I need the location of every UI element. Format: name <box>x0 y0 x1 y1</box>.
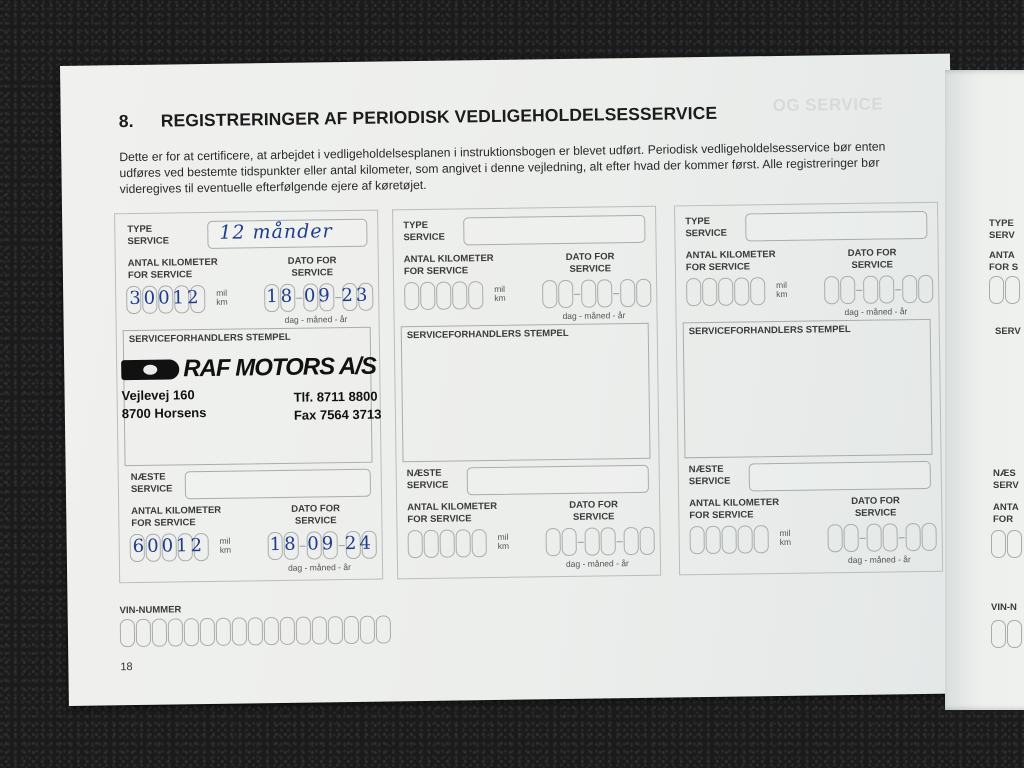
next-km-label: ANTAL KILOMETER FOR SERVICE <box>689 497 780 522</box>
next-mil-km-label: mil km <box>497 531 510 551</box>
next-date-cells[interactable] <box>827 523 936 553</box>
next-service-field[interactable] <box>467 465 649 496</box>
next-date-label: DATO FOR SERVICE <box>291 503 341 527</box>
mil-km-label: mil km <box>776 279 788 300</box>
next-date-format-label: dag - måned - år <box>847 554 911 566</box>
type-service-field[interactable] <box>463 215 645 246</box>
date-service-label: DATO FOR SERVICE <box>847 247 897 271</box>
next-date-format-label: dag - måned - år <box>565 558 629 569</box>
stamp-address2: 8700 Horsens <box>121 404 207 422</box>
date-value: 18 09 23 <box>266 284 371 308</box>
next-service-label: NÆSTE SERVICE <box>130 471 173 496</box>
section-number: 8. <box>118 110 134 132</box>
stamp-phone: Tlf. 8711 8800 <box>293 388 378 405</box>
bleed-through-text: OG SERVICE <box>772 94 884 116</box>
km-cells[interactable] <box>686 277 765 306</box>
dealer-stamp-box <box>683 319 933 458</box>
next-date-label: DATO FOR SERVICE <box>569 499 618 523</box>
date-format-label: dag - måned - år <box>562 310 626 322</box>
right-antal2-label: ANTA FOR <box>993 502 1019 525</box>
dealer-stamp-box <box>401 323 651 462</box>
km-service-label: ANTAL KILOMETER FOR SERVICE <box>127 256 218 282</box>
next-km-label: ANTAL KILOMETER FOR SERVICE <box>407 500 498 526</box>
next-mil-km-label: mil km <box>219 535 232 555</box>
type-service-field[interactable] <box>745 211 927 242</box>
dealer-stamp-label: SERVICEFORHANDLERS STEMPEL <box>688 323 851 338</box>
km-value: 30012 <box>129 287 202 310</box>
next-km-cells[interactable] <box>408 529 487 558</box>
page-title <box>119 103 718 132</box>
right-vin-label: VIN-N <box>991 602 1017 613</box>
next-date-value: 18 09 24 <box>269 532 374 556</box>
right-stamp-label: SERV <box>995 326 1021 337</box>
next-date-label: DATO FOR SERVICE <box>851 495 900 519</box>
mil-km-label: mil km <box>216 287 228 307</box>
next-date-format-label: dag - måned - år <box>287 561 351 573</box>
next-km-label: ANTAL KILOMETER FOR SERVICE <box>131 504 222 530</box>
right-vin-cells[interactable] <box>991 620 1022 648</box>
type-service-value: 12 månder <box>219 220 333 244</box>
stamp-logo-icon <box>121 359 179 380</box>
right-type-service-label: TYPE SERV <box>989 218 1015 241</box>
dealer-stamp-label: SERVICEFORHANDLERS STEMPEL <box>128 331 291 346</box>
date-cells[interactable] <box>824 275 933 305</box>
next-service-label: NÆSTE SERVICE <box>406 467 449 492</box>
date-service-label: DATO FOR SERVICE <box>565 251 615 275</box>
stamp-company: RAF MOTORS A/S <box>183 352 377 383</box>
km-cells[interactable] <box>404 281 483 310</box>
service-card-2 <box>392 206 661 580</box>
stamp-logo <box>121 352 421 384</box>
stamp-fax: Fax 7564 3713 <box>293 406 382 423</box>
date-service-label: DATO FOR SERVICE <box>287 255 337 279</box>
date-cells[interactable] <box>542 279 651 309</box>
right-naeste-label: NÆS SERV <box>993 468 1019 491</box>
booklet-right-page <box>945 70 1024 710</box>
vin-label: VIN-NUMMER <box>119 604 182 617</box>
section-title: REGISTRERINGER AF PERIODISK VEDLIGEHOLDELSESSERVICE <box>160 102 718 131</box>
vin-cells[interactable] <box>120 615 391 647</box>
booklet-left-page <box>60 54 959 706</box>
right-antal-label: ANTA FOR S <box>989 250 1019 273</box>
km-service-label: ANTAL KILOMETER FOR SERVICE <box>685 249 776 274</box>
date-format-label: dag - måned - år <box>844 306 908 318</box>
type-service-label: TYPE SERVICE <box>685 215 728 240</box>
next-service-label: NÆSTE SERVICE <box>688 463 731 488</box>
dealer-stamp <box>121 352 422 436</box>
mil-km-label: mil km <box>494 283 506 303</box>
dealer-stamp-label: SERVICEFORHANDLERS STEMPEL <box>406 327 569 342</box>
next-km-value: 60012 <box>132 535 206 558</box>
date-format-label: dag - måned - år <box>284 314 348 325</box>
right-next-km-cells[interactable] <box>991 530 1022 558</box>
service-card-3 <box>674 202 943 576</box>
right-km-cells[interactable] <box>989 276 1020 304</box>
intro-paragraph: Dette er for at certificere, at arbejdet i vedligeholdelsesplanen i instruktionsbogen er blevet udført. Periodisk vedligeholdelsesservice bør enten udføres ved bestemte tidspunkter eller antal kilometer, som angivet i denne vejledning, alt efter hvad der kommer først. Alle registreringer bør videregives til eventuelle efterfølgende ejere af køretøjet. <box>119 139 886 197</box>
page-number: 18 <box>120 661 133 674</box>
stamp-address1: Vejlevej 160 <box>121 387 195 404</box>
next-mil-km-label: mil km <box>779 527 792 547</box>
next-date-cells[interactable] <box>546 527 655 557</box>
next-service-field[interactable] <box>185 469 371 500</box>
next-km-cells[interactable] <box>689 525 768 554</box>
next-service-field[interactable] <box>749 461 931 492</box>
type-service-label: TYPE SERVICE <box>403 219 446 244</box>
type-service-label: TYPE SERVICE <box>127 223 170 248</box>
service-card-1 <box>114 210 383 584</box>
km-service-label: ANTAL KILOMETER FOR SERVICE <box>403 252 494 278</box>
